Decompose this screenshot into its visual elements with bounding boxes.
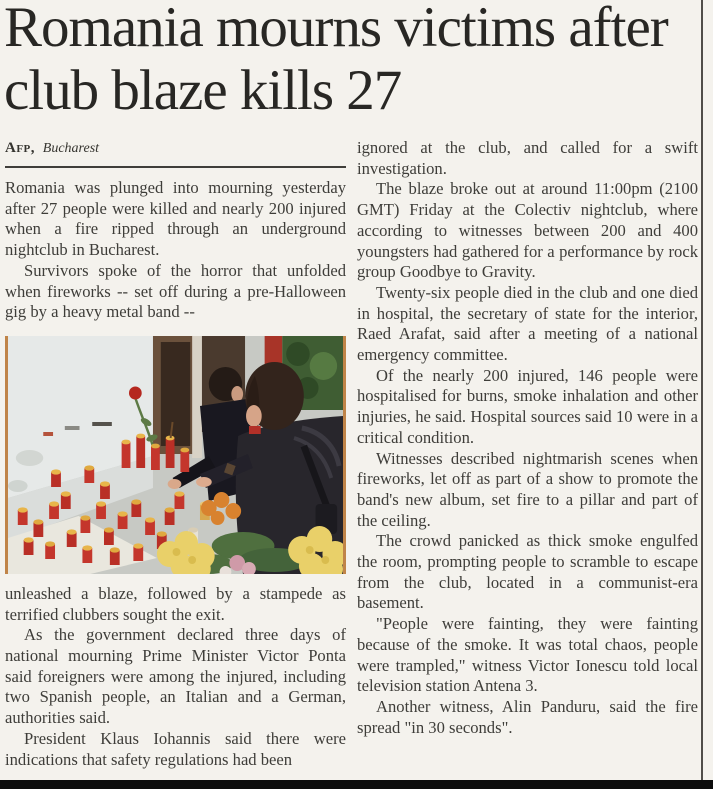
article-paragraph: The blaze broke out at around 11:00pm (2100 GMT) Friday at the Colectiv nightclub, where according to witnesses between 200 and 400 youngsters had gathered for a performance by rock group Goodbye to Gravity. — [357, 179, 698, 282]
article-paragraph: Twenty-six people died in the club and one died in hospital, the secretary of state for the interior, Raed Arafat, said after a meeting of a national emergency committee. — [357, 282, 698, 365]
article-paragraph: Another witness, Alin Panduru, said the fire spread "in 30 seconds". — [357, 696, 698, 737]
page-edge-bar — [0, 780, 713, 789]
left-column — [5, 138, 346, 770]
right-column — [357, 138, 698, 738]
article-paragraph: President Klaus Iohannis said there were indications that safety regulations had been — [5, 728, 346, 769]
memorial-photo — [5, 336, 346, 574]
byline-location: Bucharest — [42, 141, 100, 156]
byline-rule — [5, 166, 346, 168]
article-paragraph: The crowd panicked as thick smoke engulfed the room, prompting people to scramble to escape from the club, located in a communist-era basement. — [357, 531, 698, 613]
article-paragraph: As the government declared three days of national mourning Prime Minister Victor Ponta said foreigners were among the injured, including two Spanish people, an Italian and a German, authorities said. — [5, 625, 346, 728]
headline: Romania mourns victims after club blaze kills 27 — [4, 0, 668, 123]
byline — [5, 140, 346, 157]
memorial-photo-illustration — [8, 336, 343, 574]
column-rule — [701, 0, 703, 780]
article-paragraph: ignored at the club, and called for a swift investigation. — [357, 138, 698, 178]
article-paragraph: Of the nearly 200 injured, 146 people were hospitalised for burns, smoke inhalation and other injuries, he said. Hospital sources said 10 were in a critical condition. — [357, 365, 698, 447]
byline-agency: Afp, — [5, 140, 36, 156]
article-paragraph: Survivors spoke of the horror that unfolded when fireworks -- set off during a pre-Halloween gig by a heavy metal band -- — [5, 260, 346, 322]
article-paragraph: unleashed a blaze, followed by a stampede as terrified clubbers sought the exit. — [5, 583, 346, 624]
article-paragraph: Romania was plunged into mourning yesterday after 27 people were killed and nearly 200 injured when a fire ripped through an underground nightclub in Bucharest. — [5, 178, 346, 260]
article-paragraph: "People were fainting, they were fainting because of the smoke. It was total chaos, people were trampled," witness Victor Ionescu told local television station Antena 3. — [357, 614, 698, 696]
article-paragraph: Witnesses described nightmarish scenes when fireworks, let off as part of a show to promote the band's new album, set fire to a pillar and part of the ceiling. — [357, 448, 698, 530]
